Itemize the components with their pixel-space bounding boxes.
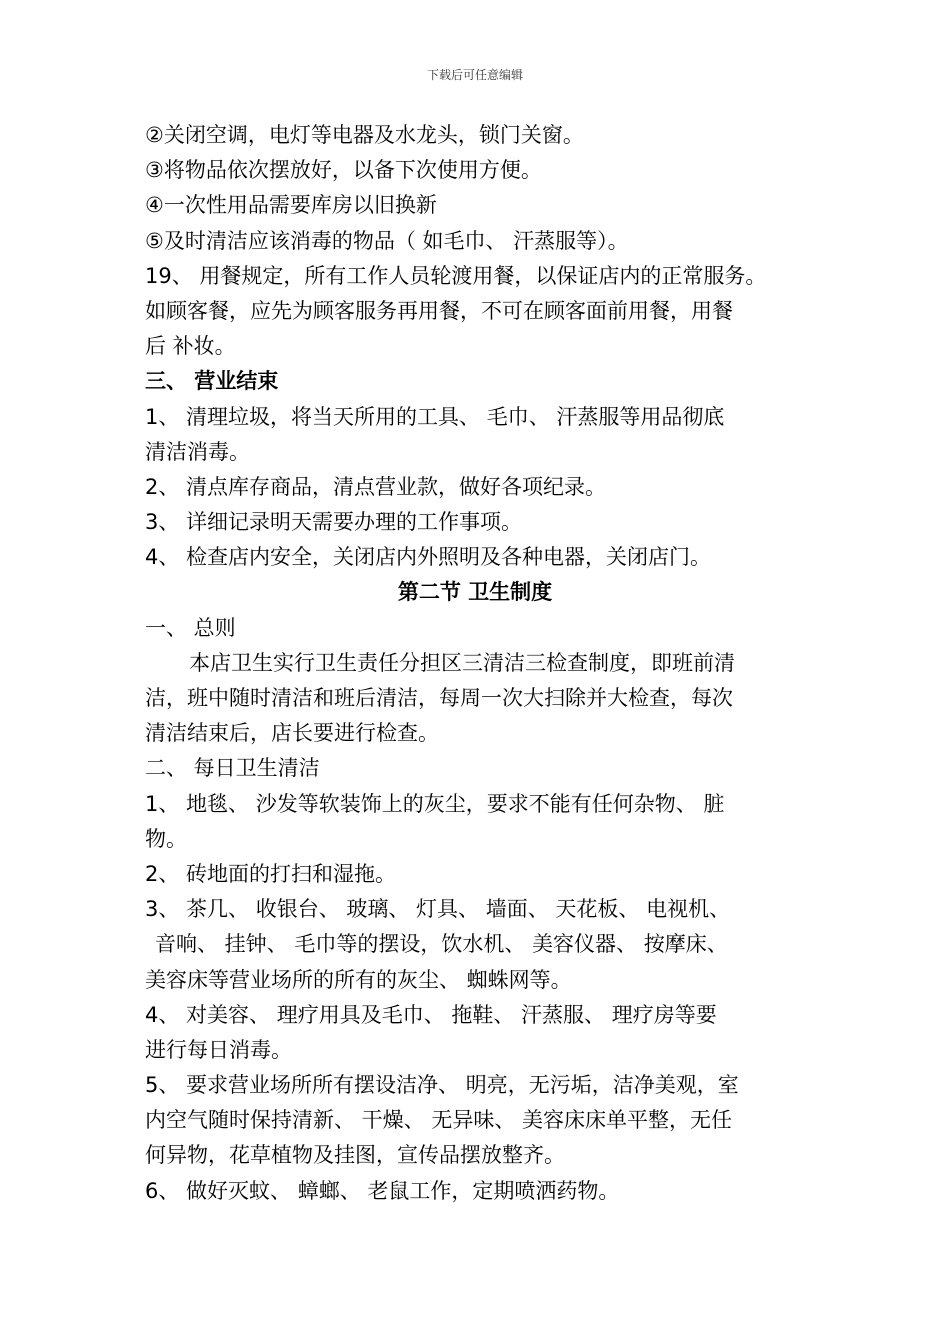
section-heading: 三、 营业结束 [145,369,279,394]
text-line: 6、 做好灭蚊、 蟑螂、 老鼠工作，定期喷洒药物。 [145,1178,620,1203]
text-line: 何异物，花草植物及挂图，宣传品摆放整齐。 [145,1143,565,1168]
text-line: 19、 用餐规定，所有工作人员轮渡用餐，以保证店内的正常服务。 [145,263,767,288]
text-line: 4、 对美容、 理疗用具及毛巾、 拖鞋、 汗蒸服、 理疗房等要 [145,1002,717,1027]
document-body [145,118,825,1209]
text-line: 洁，班中随时清洁和班后清洁，每周一次大扫除并大检查，每次 [145,686,733,710]
text-line: 内空气随时保持清新、 干燥、 无异味、 美容床床单平整，无任 [145,1108,733,1133]
text-line: 后 补妆。 [145,334,236,359]
text-line: 二、 每日卫生清洁 [145,756,320,781]
page-header: 下载后可任意编辑 [426,68,523,82]
text-line: 2、 清点库存商品，清点营业款，做好各项纪录。 [145,474,607,499]
text-line: 1、 清理垃圾，将当天所用的工具、 毛巾、 汗蒸服等用品彻底 [145,404,725,429]
text-line: ⑤及时清洁应该消毒的物品（ 如毛巾、 汗蒸服等）。 [145,228,629,253]
text-line: ③将物品依次摆放好，以备下次使用方便。 [145,158,542,183]
text-line: 本店卫生实行卫生责任分担区三清洁三检查制度，即班前清 [189,650,735,675]
text-line: 如顾客餐，应先为顾客服务再用餐，不可在顾客面前用餐，用餐 [145,298,733,323]
text-line: 音响、 挂钟、 毛巾等的摆设，饮水机、 美容仪器、 按摩床、 [155,932,728,957]
text-line: 3、 茶几、 收银台、 玻璃、 灯具、 墙面、 天花板、 电视机、 [145,897,731,922]
text-line: 进行每日消毒。 [145,1037,292,1062]
text-line: 5、 要求营业场所所有摆设洁净、 明亮，无污垢，洁净美观，室 [145,1073,739,1098]
text-line: 清洁消毒。 [145,439,250,464]
text-line: ④一次性用品需要库房以旧换新 [145,193,437,218]
text-line: 1、 地毯、 沙发等软装饰上的灰尘，要求不能有任何杂物、 脏 [145,791,725,816]
text-line: 4、 检查店内安全，关闭店内外照明及各种电器，关闭店门。 [145,545,712,570]
text-line: 一、 总则 [145,615,236,640]
text-line: ②关闭空调，电灯等电器及水龙头，锁门关窗。 [145,123,584,147]
text-line: 美容床等营业场所的所有的灰尘、 蜘蛛网等。 [145,967,572,992]
section-heading: 第二节 卫生制度 [397,580,553,605]
text-line: 清洁结束后，店长要进行检查。 [145,721,439,746]
text-line: 2、 砖地面的打扫和湿拖。 [145,861,397,886]
text-line: 物。 [145,826,187,851]
text-line: 3、 详细记录明天需要办理的工作事项。 [145,510,523,535]
